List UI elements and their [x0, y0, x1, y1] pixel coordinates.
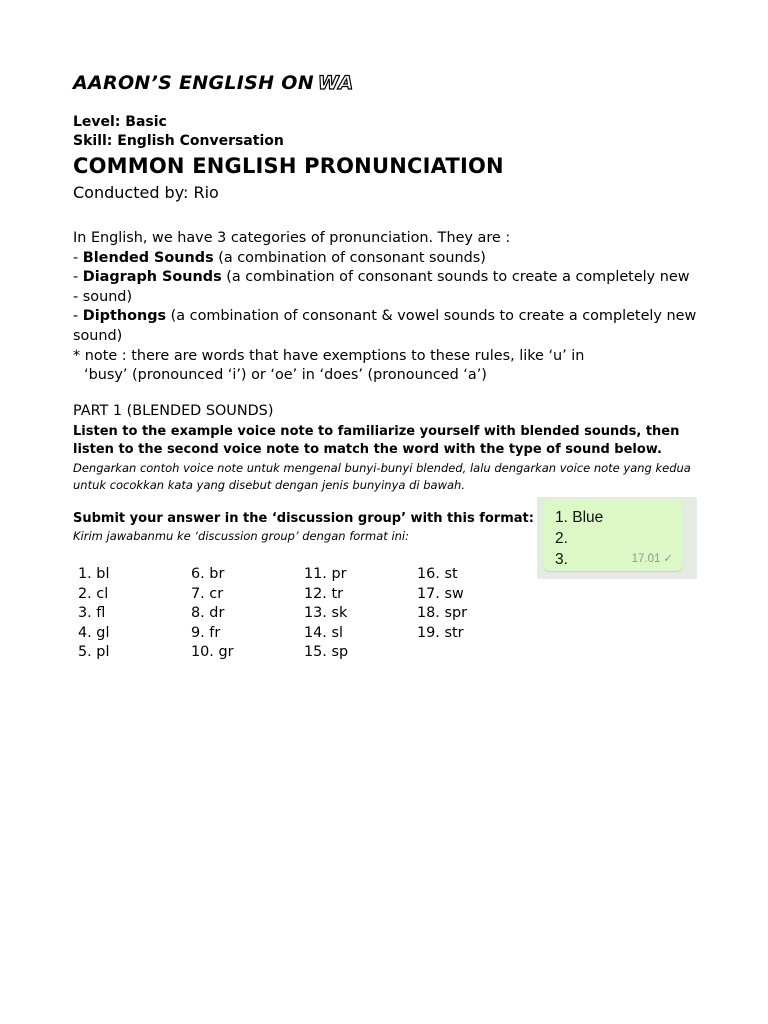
blend-column: [78, 565, 188, 663]
chat-line: 3.: [555, 551, 568, 568]
page-title: COMMON ENGLISH PRONUNCIATION: [73, 154, 504, 178]
blend-column: [417, 565, 527, 643]
chat-lines: [555, 507, 603, 570]
chat-timestamp: [632, 551, 673, 565]
list-item: 11. pr: [304, 566, 347, 582]
list-item: 15. sp: [304, 644, 349, 660]
list-item: 19. str: [417, 624, 464, 641]
list-item: 1. bl: [78, 566, 110, 582]
category-term: Dipthongs: [82, 308, 167, 325]
list-item: 2. cl: [78, 585, 109, 602]
chat-example-screenshot: [537, 497, 697, 579]
note-line: ‘busy’ (pronounced ‘i’) or ‘oe’ in ‘does’ (pronounced ‘a’): [84, 367, 487, 384]
category-desc: (a combination of consonant sounds): [213, 249, 486, 266]
category-prefix: -: [73, 249, 83, 266]
list-item: 8. dr: [191, 605, 225, 621]
list-item: 5. pl: [78, 644, 110, 660]
check-icon: ✓: [663, 553, 673, 565]
note-line: * note : there are words that have exemptions to these rules, like ‘u’ in: [73, 347, 585, 364]
list-item: 7. cr: [191, 585, 224, 602]
part1-instruction-id: Dengarkan contoh voice note untuk mengenal bunyi-bunyi blended, lalu dengarkan voice note yang kedua untuk cocokkan kata yang disebut dengan jenis bunyinya di bawah.: [73, 461, 691, 492]
chat-line: 2.: [555, 530, 568, 547]
list-item: 12. tr: [304, 585, 344, 602]
list-item: 6. br: [191, 566, 225, 582]
conducted-by: Conducted by: Rio: [73, 183, 219, 202]
category-desc: (a combination of consonant & vowel sounds to create a completely new sound): [73, 308, 697, 344]
list-item: 16. st: [417, 566, 458, 582]
brand-logo: [73, 72, 354, 94]
brand-text: AARON’S ENGLISH ON: [73, 72, 314, 94]
category-desc: (a combination of consonant sounds to create a completely new - sound): [73, 269, 690, 305]
list-item: 18. spr: [417, 605, 468, 621]
list-item: 4. gl: [78, 624, 110, 641]
list-item: 13. sk: [304, 605, 348, 621]
level-label: Level: Basic: [73, 114, 167, 130]
category-prefix: -: [73, 308, 83, 325]
intro-lead: In English, we have 3 categories of pronunciation. They are :: [73, 230, 511, 246]
list-item: 17. sw: [417, 585, 464, 602]
brand-badge: WA: [317, 72, 354, 94]
category-prefix: -: [73, 269, 83, 286]
category-item: [73, 249, 698, 269]
category-term: Diagraph Sounds: [82, 269, 222, 286]
submit-instruction-id: Kirim jawabanmu ke ‘discussion group’ dengan format ini:: [73, 529, 409, 543]
list-item: 10. gr: [191, 644, 234, 660]
part1-instruction: Listen to the example voice note to familiarize yourself with blended sounds, then listen to the second voice note to match the word with the type of sound below.: [73, 424, 680, 457]
submit-instruction: Submit your answer in the ‘discussion group’ with this format:: [73, 511, 534, 526]
chat-bubble: [543, 501, 683, 571]
category-term: Blended Sounds: [82, 249, 214, 266]
list-item: 9. fr: [191, 624, 221, 641]
blend-column: [191, 565, 301, 663]
category-item: [73, 307, 698, 346]
intro-section: [73, 229, 698, 386]
chat-time: 17.01: [631, 553, 661, 565]
part1-title: PART 1 (BLENDED SOUNDS): [73, 403, 274, 419]
list-item: 14. sl: [304, 624, 343, 641]
category-item: [73, 268, 698, 307]
list-item: 3. fl: [78, 605, 106, 621]
skill-label: Skill: English Conversation: [73, 133, 284, 149]
blend-column: [304, 565, 414, 663]
chat-line: 1. Blue: [555, 509, 604, 526]
